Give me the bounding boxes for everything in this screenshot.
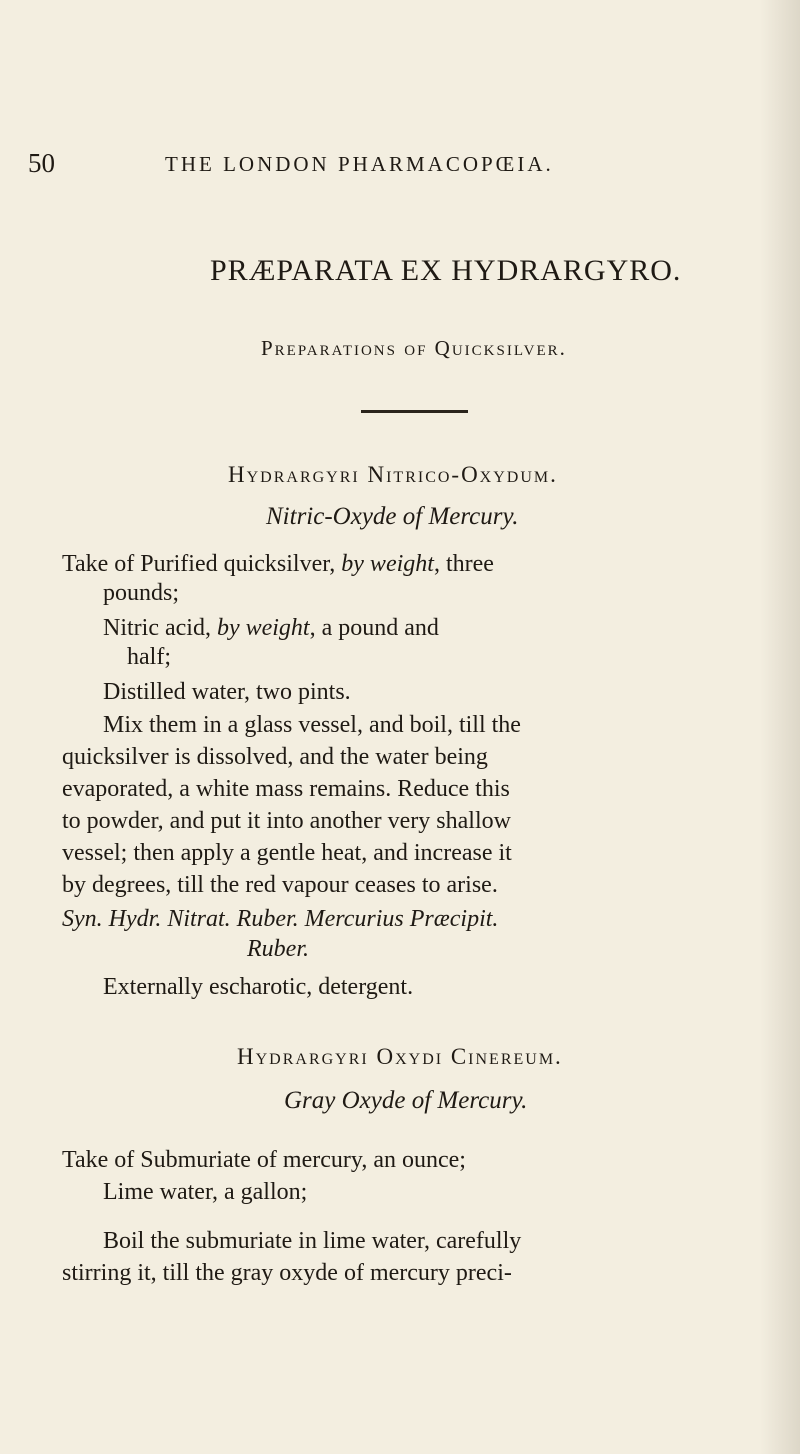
synonym-line: Ruber. (247, 936, 309, 962)
recipe-line: Take of Submuriate of mercury, an ounce; (62, 1147, 466, 1173)
synonym-line: Syn. Hydr. Nitrat. Ruber. Mercurius Præcipit. (62, 906, 499, 932)
section-subtitle: Preparations of Quicksilver. (261, 336, 567, 360)
recipe-line: pounds; (103, 580, 180, 606)
body-line: to powder, and put it into another very shallow (62, 808, 511, 834)
body-line: stirring it, till the gray oxyde of mercury preci- (62, 1260, 512, 1286)
running-title: THE LONDON PHARMACOPŒIA. (165, 152, 554, 176)
body-line: Boil the submuriate in lime water, carefully (103, 1228, 522, 1254)
recipe-line: half; (127, 644, 171, 670)
body-line: Mix them in a glass vessel, and boil, till the (103, 712, 521, 738)
entry-english-name: Nitric-Oxyde of Mercury. (266, 503, 519, 530)
recipe-line: Take of Purified quicksilver, by weight, three (62, 551, 494, 577)
body-line: vessel; then apply a gentle heat, and increase it (62, 840, 512, 866)
body-line: by degrees, till the red vapour ceases to arise. (62, 872, 498, 898)
body-line: quicksilver is dissolved, and the water being (62, 744, 488, 770)
entry-english-name: Gray Oxyde of Mercury. (284, 1087, 528, 1114)
entry-latin-name: Hydrargyri Oxydi Cinereum. (237, 1044, 563, 1069)
usage-note: Externally escharotic, detergent. (103, 974, 414, 1000)
recipe-line: Lime water, a gallon; (103, 1179, 308, 1205)
recipe-line: Nitric acid, by weight, a pound and (103, 615, 439, 641)
body-line: evaporated, a white mass remains. Reduce this (62, 776, 510, 802)
page-number: 50 (28, 148, 55, 178)
section-title: PRÆPARATA EX HYDRARGYRO. (210, 254, 682, 287)
page-edge-shadow (760, 0, 800, 1454)
entry-latin-name: Hydrargyri Nitrico-Oxydum. (228, 462, 558, 487)
recipe-line: Distilled water, two pints. (103, 679, 351, 705)
section-divider (361, 410, 468, 413)
